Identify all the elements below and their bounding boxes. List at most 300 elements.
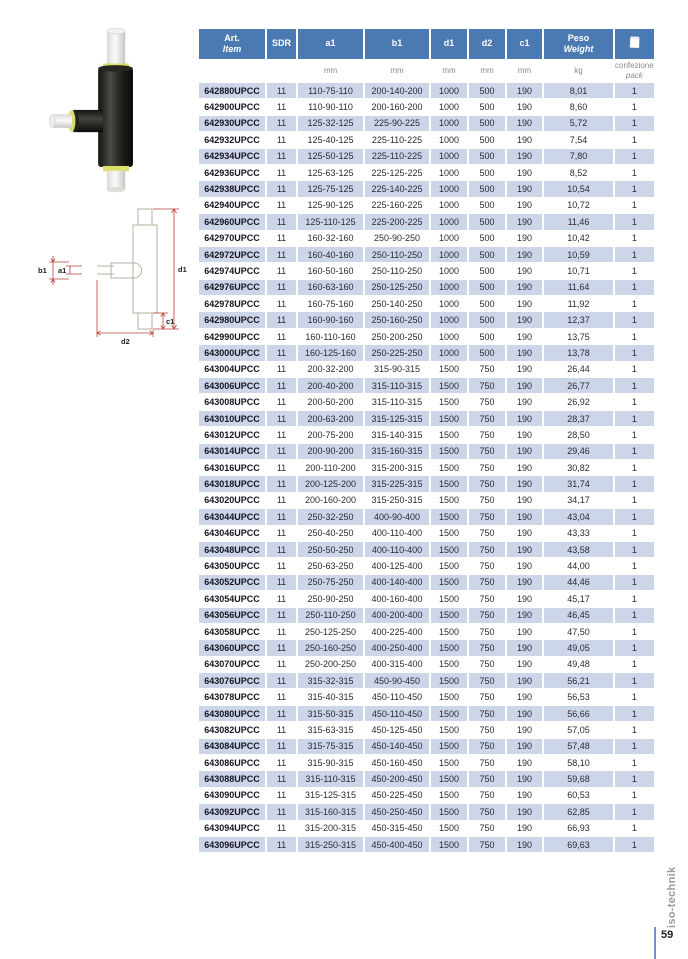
cell-pack: 1 (615, 296, 654, 311)
cell-art: 643050UPCC (199, 558, 265, 573)
cell-a1: 200-160-200 (298, 493, 363, 508)
cell-weight: 26,44 (544, 362, 613, 377)
page-number: 59 (661, 929, 674, 941)
cell-b1: 250-225-250 (365, 345, 429, 360)
cell-weight: 43,04 (544, 509, 613, 524)
cell-b1: 200-160-200 (365, 99, 429, 114)
cell-b1: 450-250-450 (365, 804, 429, 819)
table-row (199, 280, 654, 295)
units-row (199, 60, 654, 82)
cell-a1: 160-75-160 (298, 296, 363, 311)
cell-a1: 200-125-200 (298, 476, 363, 491)
cell-d2: 750 (469, 821, 505, 836)
cell-d1: 1500 (431, 837, 467, 852)
cell-b1: 400-225-400 (365, 624, 429, 639)
cell-weight: 43,58 (544, 542, 613, 557)
cell-weight: 11,64 (544, 280, 613, 295)
cell-weight: 12,37 (544, 312, 613, 327)
cell-sdr: 11 (267, 526, 296, 541)
cell-b1: 400-110-400 (365, 526, 429, 541)
table-row (199, 378, 654, 393)
table-row (199, 181, 654, 196)
cell-c1: 190 (507, 83, 542, 98)
table-row (199, 837, 654, 852)
cell-c1: 190 (507, 312, 542, 327)
cell-pack: 1 (615, 362, 654, 377)
cell-c1: 190 (507, 575, 542, 590)
product-photo (45, 20, 190, 195)
cell-d2: 750 (469, 591, 505, 606)
cell-d1: 1000 (431, 132, 467, 147)
cell-pack: 1 (615, 624, 654, 639)
cell-weight: 10,54 (544, 181, 613, 196)
table-row (199, 542, 654, 557)
cell-d2: 500 (469, 83, 505, 98)
cell-d1: 1500 (431, 673, 467, 688)
table-row (199, 165, 654, 180)
cell-c1: 190 (507, 788, 542, 803)
cell-d1: 1000 (431, 231, 467, 246)
cell-b1: 250-110-250 (365, 247, 429, 262)
cell-art: 643054UPCC (199, 591, 265, 606)
table-row (199, 132, 654, 147)
cell-c1: 190 (507, 657, 542, 672)
cell-c1: 190 (507, 444, 542, 459)
cell-d2: 500 (469, 345, 505, 360)
cell-d1: 1000 (431, 149, 467, 164)
cell-b1: 450-125-450 (365, 722, 429, 737)
cell-art: 642938UPCC (199, 181, 265, 196)
cell-d2: 750 (469, 608, 505, 623)
cell-sdr: 11 (267, 378, 296, 393)
cell-d2: 750 (469, 640, 505, 655)
cell-sdr: 11 (267, 99, 296, 114)
cell-c1: 190 (507, 263, 542, 278)
cell-art: 642970UPCC (199, 231, 265, 246)
cell-d1: 1000 (431, 247, 467, 262)
cell-a1: 315-40-315 (298, 689, 363, 704)
cell-pack: 1 (615, 673, 654, 688)
cell-b1: 315-90-315 (365, 362, 429, 377)
cell-sdr: 11 (267, 722, 296, 737)
cell-art: 643078UPCC (199, 689, 265, 704)
cell-pack: 1 (615, 804, 654, 819)
cell-weight: 8,01 (544, 83, 613, 98)
cell-b1: 450-110-450 (365, 689, 429, 704)
cell-pack: 1 (615, 83, 654, 98)
cell-a1: 200-32-200 (298, 362, 363, 377)
table-row (199, 804, 654, 819)
cell-art: 643088UPCC (199, 771, 265, 786)
cell-d1: 1500 (431, 444, 467, 459)
cell-weight: 34,17 (544, 493, 613, 508)
cell-b1: 450-160-450 (365, 755, 429, 770)
cell-a1: 315-125-315 (298, 788, 363, 803)
cell-weight: 60,53 (544, 788, 613, 803)
col-header-c1: c1 (507, 29, 542, 59)
cell-d1: 1500 (431, 542, 467, 557)
cell-pack: 1 (615, 231, 654, 246)
cell-pack: 1 (615, 509, 654, 524)
cell-c1: 190 (507, 509, 542, 524)
cell-d2: 500 (469, 312, 505, 327)
cell-sdr: 11 (267, 394, 296, 409)
cell-b1: 315-250-315 (365, 493, 429, 508)
cell-a1: 200-63-200 (298, 411, 363, 426)
cell-sdr: 11 (267, 493, 296, 508)
cell-sdr: 11 (267, 83, 296, 98)
cell-b1: 315-160-315 (365, 444, 429, 459)
cell-pack: 1 (615, 608, 654, 623)
cell-pack: 1 (615, 706, 654, 721)
cell-weight: 10,42 (544, 231, 613, 246)
cell-d1: 1000 (431, 329, 467, 344)
cell-b1: 315-110-315 (365, 394, 429, 409)
cell-a1: 250-90-250 (298, 591, 363, 606)
header-item-label: Item (222, 44, 242, 54)
cell-pack: 1 (615, 755, 654, 770)
cell-art: 643008UPCC (199, 394, 265, 409)
cell-weight: 26,77 (544, 378, 613, 393)
cell-d2: 500 (469, 280, 505, 295)
cell-d2: 500 (469, 181, 505, 196)
unit-a1: mm (298, 60, 363, 82)
cell-c1: 190 (507, 837, 542, 852)
page-number-bar (654, 927, 656, 959)
cell-a1: 315-32-315 (298, 673, 363, 688)
cell-b1: 225-140-225 (365, 181, 429, 196)
cell-c1: 190 (507, 132, 542, 147)
cell-sdr: 11 (267, 460, 296, 475)
cell-b1: 250-90-250 (365, 231, 429, 246)
cell-c1: 190 (507, 755, 542, 770)
cell-a1: 250-110-250 (298, 608, 363, 623)
cell-b1: 450-110-450 (365, 706, 429, 721)
cell-weight: 45,17 (544, 591, 613, 606)
cell-b1: 225-125-225 (365, 165, 429, 180)
cell-pack: 1 (615, 132, 654, 147)
cell-sdr: 11 (267, 149, 296, 164)
cell-d1: 1000 (431, 296, 467, 311)
cell-art: 643092UPCC (199, 804, 265, 819)
cell-art: 643010UPCC (199, 411, 265, 426)
cell-pack: 1 (615, 493, 654, 508)
cell-sdr: 11 (267, 116, 296, 131)
cell-weight: 10,71 (544, 263, 613, 278)
cell-b1: 250-125-250 (365, 280, 429, 295)
cell-a1: 160-125-160 (298, 345, 363, 360)
cell-weight: 11,92 (544, 296, 613, 311)
cell-sdr: 11 (267, 509, 296, 524)
cell-d2: 750 (469, 411, 505, 426)
cell-weight: 13,75 (544, 329, 613, 344)
cell-sdr: 11 (267, 214, 296, 229)
col-header-pack (615, 29, 654, 59)
cell-c1: 190 (507, 542, 542, 557)
table-row (199, 575, 654, 590)
cell-a1: 160-32-160 (298, 231, 363, 246)
col-header-art (199, 29, 265, 59)
cell-d1: 1000 (431, 312, 467, 327)
cell-d2: 750 (469, 657, 505, 672)
table-row (199, 706, 654, 721)
cell-a1: 200-50-200 (298, 394, 363, 409)
cell-sdr: 11 (267, 821, 296, 836)
table-body (199, 83, 654, 852)
header-weight-label: Weight (563, 44, 594, 54)
cell-weight: 56,66 (544, 706, 613, 721)
col-header-sdr: SDR (267, 29, 296, 59)
cell-a1: 250-125-250 (298, 624, 363, 639)
cell-pack: 1 (615, 198, 654, 213)
cell-pack: 1 (615, 558, 654, 573)
cell-b1: 450-400-450 (365, 837, 429, 852)
cell-a1: 315-50-315 (298, 706, 363, 721)
cell-a1: 200-75-200 (298, 427, 363, 442)
table-row (199, 231, 654, 246)
cell-sdr: 11 (267, 181, 296, 196)
cell-c1: 190 (507, 345, 542, 360)
cell-a1: 125-75-125 (298, 181, 363, 196)
cell-art: 642960UPCC (199, 214, 265, 229)
cell-d1: 1000 (431, 99, 467, 114)
cell-pack: 1 (615, 312, 654, 327)
cell-d1: 1500 (431, 460, 467, 475)
cell-a1: 250-75-250 (298, 575, 363, 590)
cell-d1: 1500 (431, 657, 467, 672)
cell-pack: 1 (615, 116, 654, 131)
table-row (199, 296, 654, 311)
cell-sdr: 11 (267, 411, 296, 426)
cell-weight: 26,92 (544, 394, 613, 409)
cell-d1: 1500 (431, 804, 467, 819)
table-row (199, 558, 654, 573)
cell-weight: 5,72 (544, 116, 613, 131)
col-header-d1: d1 (431, 29, 467, 59)
cell-c1: 190 (507, 329, 542, 344)
cell-a1: 110-75-110 (298, 83, 363, 98)
table-row (199, 771, 654, 786)
cell-b1: 250-110-250 (365, 263, 429, 278)
cell-sdr: 11 (267, 591, 296, 606)
cell-d2: 750 (469, 394, 505, 409)
cell-weight: 56,21 (544, 673, 613, 688)
cell-b1: 450-200-450 (365, 771, 429, 786)
cell-c1: 190 (507, 526, 542, 541)
cell-art: 643016UPCC (199, 460, 265, 475)
unit-c1: mm (507, 60, 542, 82)
cell-a1: 160-110-160 (298, 329, 363, 344)
cell-sdr: 11 (267, 165, 296, 180)
cell-sdr: 11 (267, 542, 296, 557)
cell-b1: 315-110-315 (365, 378, 429, 393)
cell-art: 643044UPCC (199, 509, 265, 524)
cell-a1: 250-200-250 (298, 657, 363, 672)
cell-d1: 1500 (431, 722, 467, 737)
cell-art: 642936UPCC (199, 165, 265, 180)
cell-weight: 56,53 (544, 689, 613, 704)
cell-b1: 250-200-250 (365, 329, 429, 344)
cell-weight: 43,33 (544, 526, 613, 541)
cell-pack: 1 (615, 345, 654, 360)
cell-d2: 500 (469, 165, 505, 180)
cell-pack: 1 (615, 181, 654, 196)
cell-a1: 315-90-315 (298, 755, 363, 770)
cell-pack: 1 (615, 214, 654, 229)
cell-c1: 190 (507, 706, 542, 721)
cell-d2: 750 (469, 755, 505, 770)
cell-weight: 11,46 (544, 214, 613, 229)
cell-art: 642972UPCC (199, 247, 265, 262)
tee-dimension-drawing (22, 196, 190, 354)
cell-sdr: 11 (267, 804, 296, 819)
cell-a1: 315-75-315 (298, 739, 363, 754)
cell-art: 643000UPCC (199, 345, 265, 360)
table-row (199, 526, 654, 541)
cell-art: 642940UPCC (199, 198, 265, 213)
cell-pack: 1 (615, 526, 654, 541)
cell-b1: 450-140-450 (365, 739, 429, 754)
cell-d2: 750 (469, 444, 505, 459)
table-row (199, 444, 654, 459)
cell-d2: 500 (469, 296, 505, 311)
cell-weight: 7,54 (544, 132, 613, 147)
cell-d1: 1500 (431, 394, 467, 409)
cell-weight: 44,46 (544, 575, 613, 590)
cell-sdr: 11 (267, 231, 296, 246)
cell-d2: 750 (469, 427, 505, 442)
cell-d2: 750 (469, 509, 505, 524)
cell-art: 643094UPCC (199, 821, 265, 836)
cell-art: 643014UPCC (199, 444, 265, 459)
cell-weight: 10,72 (544, 198, 613, 213)
cell-c1: 190 (507, 231, 542, 246)
cell-b1: 400-200-400 (365, 608, 429, 623)
table-row (199, 509, 654, 524)
cell-art: 643080UPCC (199, 706, 265, 721)
cell-d2: 750 (469, 362, 505, 377)
cell-a1: 160-63-160 (298, 280, 363, 295)
table-row (199, 673, 654, 688)
cell-b1: 315-225-315 (365, 476, 429, 491)
table-row (199, 411, 654, 426)
cell-art: 643046UPCC (199, 526, 265, 541)
cell-art: 642974UPCC (199, 263, 265, 278)
cell-sdr: 11 (267, 624, 296, 639)
cell-d1: 1500 (431, 624, 467, 639)
cell-weight: 30,82 (544, 460, 613, 475)
cell-weight: 49,05 (544, 640, 613, 655)
cell-d2: 750 (469, 739, 505, 754)
cell-d2: 500 (469, 99, 505, 114)
cell-c1: 190 (507, 673, 542, 688)
table-row (199, 149, 654, 164)
cell-d1: 1500 (431, 476, 467, 491)
cell-d1: 1000 (431, 280, 467, 295)
cell-a1: 315-110-315 (298, 771, 363, 786)
cell-d2: 500 (469, 231, 505, 246)
unit-pack-confezione: confezione (615, 61, 654, 71)
cell-sdr: 11 (267, 132, 296, 147)
cell-d2: 750 (469, 788, 505, 803)
cell-c1: 190 (507, 804, 542, 819)
cell-a1: 250-63-250 (298, 558, 363, 573)
cell-c1: 190 (507, 411, 542, 426)
cell-a1: 125-40-125 (298, 132, 363, 147)
table-row (199, 640, 654, 655)
cell-weight: 44,00 (544, 558, 613, 573)
cell-d2: 500 (469, 214, 505, 229)
cell-b1: 225-110-225 (365, 132, 429, 147)
table-row (199, 99, 654, 114)
cell-d1: 1000 (431, 116, 467, 131)
table-row (199, 198, 654, 213)
table-row (199, 362, 654, 377)
cell-d1: 1500 (431, 411, 467, 426)
cell-weight: 57,05 (544, 722, 613, 737)
cell-d2: 750 (469, 673, 505, 688)
col-header-peso (544, 29, 613, 59)
table-row (199, 476, 654, 491)
cell-b1: 450-315-450 (365, 821, 429, 836)
cell-d2: 750 (469, 624, 505, 639)
cell-b1: 450-225-450 (365, 788, 429, 803)
cell-sdr: 11 (267, 312, 296, 327)
cell-b1: 400-160-400 (365, 591, 429, 606)
cell-art: 643052UPCC (199, 575, 265, 590)
table-row (199, 722, 654, 737)
cell-a1: 160-40-160 (298, 247, 363, 262)
cell-c1: 190 (507, 280, 542, 295)
cell-d1: 1500 (431, 640, 467, 655)
cell-d1: 1000 (431, 345, 467, 360)
cell-pack: 1 (615, 575, 654, 590)
cell-art: 643012UPCC (199, 427, 265, 442)
cell-a1: 250-160-250 (298, 640, 363, 655)
cell-weight: 8,60 (544, 99, 613, 114)
table-row (199, 116, 654, 131)
dimension-diagram (22, 196, 190, 354)
cell-pack: 1 (615, 378, 654, 393)
table-row (199, 345, 654, 360)
cell-art: 643096UPCC (199, 837, 265, 852)
cell-art: 642980UPCC (199, 312, 265, 327)
cell-sdr: 11 (267, 444, 296, 459)
cell-pack: 1 (615, 411, 654, 426)
cell-art: 643056UPCC (199, 608, 265, 623)
cell-d2: 750 (469, 771, 505, 786)
cell-weight: 28,37 (544, 411, 613, 426)
cell-d2: 750 (469, 804, 505, 819)
cell-art: 642930UPCC (199, 116, 265, 131)
cell-pack: 1 (615, 263, 654, 278)
product-table (197, 28, 656, 853)
cell-c1: 190 (507, 771, 542, 786)
diagram-label-b1: b1 (38, 266, 47, 275)
table-row (199, 591, 654, 606)
package-icon (626, 34, 643, 51)
cell-sdr: 11 (267, 673, 296, 688)
cell-a1: 160-50-160 (298, 263, 363, 278)
cell-a1: 125-110-125 (298, 214, 363, 229)
cell-a1: 200-40-200 (298, 378, 363, 393)
cell-art: 642932UPCC (199, 132, 265, 147)
diagram-label-d1: d1 (178, 265, 187, 274)
unit-d1: mm (431, 60, 467, 82)
cell-weight: 58,10 (544, 755, 613, 770)
cell-b1: 315-125-315 (365, 411, 429, 426)
cell-pack: 1 (615, 821, 654, 836)
